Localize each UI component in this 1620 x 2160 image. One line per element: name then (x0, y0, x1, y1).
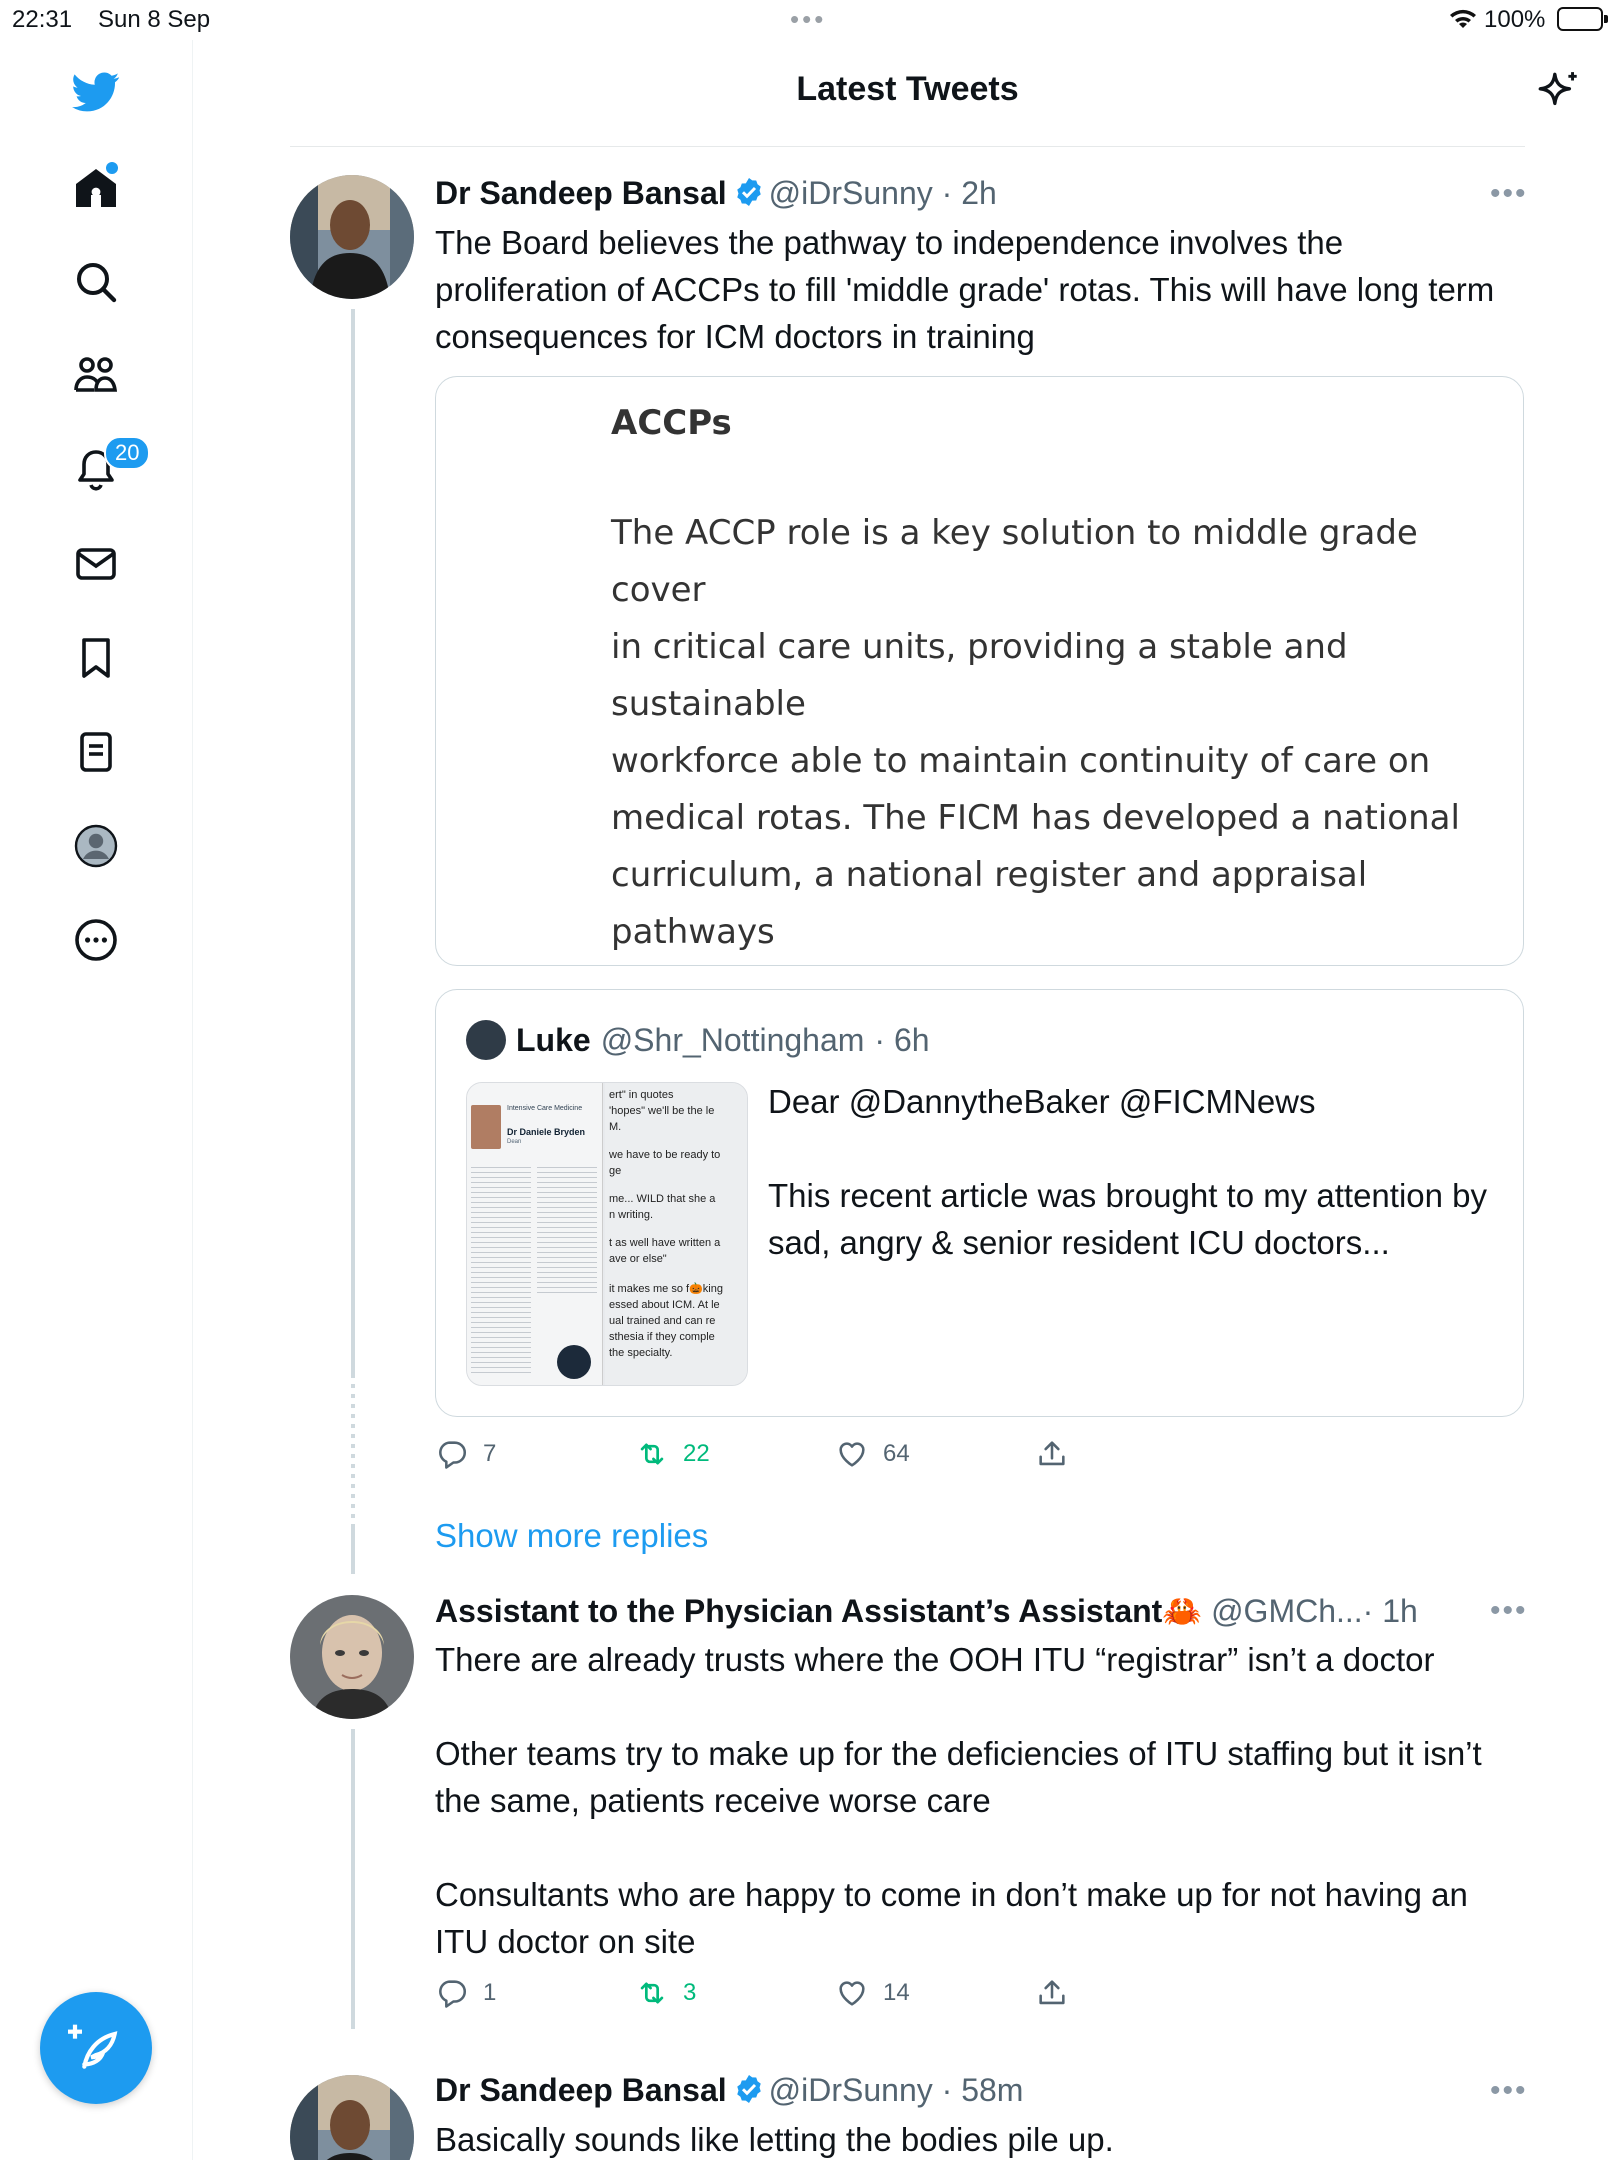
retweet-button[interactable] (635, 1437, 710, 1471)
thumb-snippet: ert" in quotes (609, 1089, 674, 1101)
like-count: 64 (883, 1440, 910, 1467)
reply-button[interactable] (435, 1976, 496, 2010)
twitter-logo-icon[interactable] (66, 62, 126, 122)
thumb-snippet: n writing. (609, 1209, 654, 1221)
multitasking-dots[interactable]: ••• (790, 4, 827, 34)
tweet-actions (435, 1976, 1335, 2020)
sidebar-item-home[interactable] (66, 158, 126, 218)
sidebar-item-bookmarks[interactable] (66, 628, 126, 688)
quoted-tweet-time: · 6h (874, 1021, 930, 1058)
notification-count-badge: 20 (104, 436, 150, 470)
battery-percent: 100% (1484, 6, 1546, 33)
author-name[interactable]: Dr Sandeep Bansal (435, 2072, 727, 2108)
thumb-snippet: it makes me so f🎃king (609, 1283, 723, 1295)
reply-icon (435, 1976, 469, 2010)
thumb-snippet: M. (609, 1121, 622, 1133)
tweet-time: · 1h (1362, 1593, 1418, 1629)
share-button[interactable] (1035, 1976, 1069, 2010)
thumb-snippet: the specialty. (609, 1347, 673, 1359)
sidebar-item-explore[interactable] (66, 252, 126, 312)
tweet[interactable] (290, 2072, 1528, 2160)
slide-body: The ACCP role is a key solution to middle grade cover in critical care units, providing a stable and sustainable workforce able to maintain continuity of care on medical rotas. The FICM has developed a national curriculum, a national register and appraisal pathways (611, 513, 1460, 952)
author-handle[interactable]: @iDrSunny (768, 175, 933, 211)
tweet-more-icon[interactable]: ••• (1490, 1594, 1528, 1627)
heart-icon (835, 1437, 869, 1471)
status-date: Sun 8 Sep (98, 6, 211, 33)
avatar[interactable] (290, 2075, 414, 2160)
tweet-time: · 2h (941, 175, 997, 211)
thumb-snippet: ual trained and can re (609, 1315, 716, 1327)
sidebar-item-notifications[interactable] (66, 440, 140, 500)
timeline-header (290, 40, 1525, 147)
quoted-tweet-header (466, 1020, 930, 1060)
battery-icon (1557, 7, 1603, 31)
thumb-snippet: ge (609, 1165, 622, 1177)
tweet[interactable] (290, 175, 1528, 1505)
share-icon (1035, 1976, 1069, 2010)
quoted-author-avatar (466, 1020, 506, 1060)
heart-icon (835, 1976, 869, 2010)
tweet-header (435, 2072, 1023, 2109)
retweet-count: 3 (683, 1979, 697, 2006)
thumb-snippet: essed about ICM. At le (609, 1299, 720, 1311)
tweet-media-image[interactable] (435, 376, 1524, 966)
status-time: 22:31 (12, 6, 73, 33)
wifi-icon (1448, 6, 1478, 39)
home-new-dot (106, 162, 118, 174)
retweet-count: 22 (683, 1440, 710, 1467)
retweet-icon (635, 1976, 669, 2010)
thumb-snippet: t as well have written a (609, 1237, 721, 1249)
author-name[interactable]: Dr Sandeep Bansal (435, 175, 727, 211)
bookmark-icon (72, 634, 120, 682)
show-more-replies-link[interactable]: Show more replies (435, 1517, 709, 1554)
tweet-header (435, 175, 997, 212)
mail-icon (72, 540, 120, 588)
quoted-tweet-thumbnail[interactable] (466, 1082, 748, 1386)
thread-line (351, 1729, 355, 2029)
tweet-more-icon[interactable]: ••• (1490, 177, 1528, 210)
tweet-actions (435, 1437, 1335, 1481)
author-handle[interactable]: @GMCh... (1211, 1593, 1363, 1629)
thumb-snippet: sthesia if they comple (609, 1331, 715, 1343)
status-bar (0, 0, 1620, 40)
verified-badge-icon (733, 176, 765, 208)
reply-button[interactable] (435, 1437, 496, 1471)
retweet-icon (635, 1437, 669, 1471)
thumb-header: Intensive Care Medicine (507, 1105, 583, 1112)
tweet-text: There are already trusts where the OOH ITU “registrar” isn’t a doctor Other teams try to make up for the deficiencies of ITU staffing but it isn’t the same, patients receive worse care Consultants who are happy to come in don’t make up for not having an ITU doctor on site (435, 1641, 1482, 1960)
quoted-tweet[interactable] (435, 989, 1524, 1417)
tweet-time: · 58m (941, 2072, 1024, 2108)
list-icon (72, 728, 120, 776)
tweet-header (435, 1592, 1418, 1630)
people-icon (72, 352, 120, 400)
sidebar-item-messages[interactable] (66, 534, 126, 594)
sidebar-item-communities[interactable] (66, 346, 126, 406)
author-handle[interactable]: @iDrSunny (768, 2072, 933, 2108)
avatar[interactable] (290, 1595, 414, 1719)
thumb-snippet: ave or else" (609, 1253, 667, 1265)
tweet-text: Basically sounds like letting the bodies pile up. (435, 2121, 1114, 2158)
reply-count: 7 (483, 1440, 497, 1467)
sidebar (0, 40, 193, 2160)
retweet-button[interactable] (635, 1976, 696, 2010)
thumb-snippet: we have to be ready to (609, 1149, 721, 1161)
thumb-name: Dr Daniele Bryden (507, 1127, 586, 1137)
like-count: 14 (883, 1979, 910, 2006)
sparkle-icon[interactable] (1534, 68, 1584, 118)
page-title: Latest Tweets (796, 70, 1019, 108)
reply-icon (435, 1437, 469, 1471)
thumb-snippet: me... WILD that she a (609, 1193, 716, 1205)
sidebar-item-profile[interactable] (66, 816, 126, 876)
verified-badge-icon (733, 2073, 765, 2105)
tweet-text: The Board believes the pathway to independence involves the proliferation of ACCPs to fill 'middle grade' rotas. This will have long term consequences for ICM doctors in training (435, 224, 1495, 355)
more-circle-icon (72, 916, 120, 964)
profile-avatar-icon (72, 822, 120, 870)
reply-count: 1 (483, 1979, 497, 2006)
like-button[interactable] (835, 1437, 910, 1471)
tweet-more-icon[interactable]: ••• (1490, 2074, 1528, 2107)
slide-title: ACCPs (611, 403, 732, 443)
quoted-tweet-text: Dear @DannytheBaker @FICMNews This recent article was brought to my attention by sad, angry & senior resident ICU doctors... (768, 1083, 1488, 1261)
thread-gap-dots (351, 1378, 355, 1528)
avatar[interactable] (290, 175, 414, 299)
search-icon (72, 258, 120, 306)
compose-tweet-button[interactable] (40, 1992, 152, 2104)
quoted-author-name: Luke (516, 1021, 591, 1058)
share-icon (1035, 1437, 1069, 1471)
compose-tweet-icon (68, 2020, 124, 2076)
thumb-role: Dean (507, 1139, 522, 1145)
thumb-snippet: 'hopes" we'll be the le (609, 1105, 715, 1117)
author-name[interactable]: Assistant to the Physician Assistant’s Assistant🦀 (435, 1593, 1203, 1629)
like-button[interactable] (835, 1976, 910, 2010)
share-button[interactable] (1035, 1437, 1069, 1471)
sidebar-item-more[interactable] (66, 910, 126, 970)
sidebar-item-lists[interactable] (66, 722, 126, 782)
quoted-author-handle: @Shr_Nottingham (600, 1021, 865, 1058)
tweet[interactable] (290, 1592, 1528, 2022)
